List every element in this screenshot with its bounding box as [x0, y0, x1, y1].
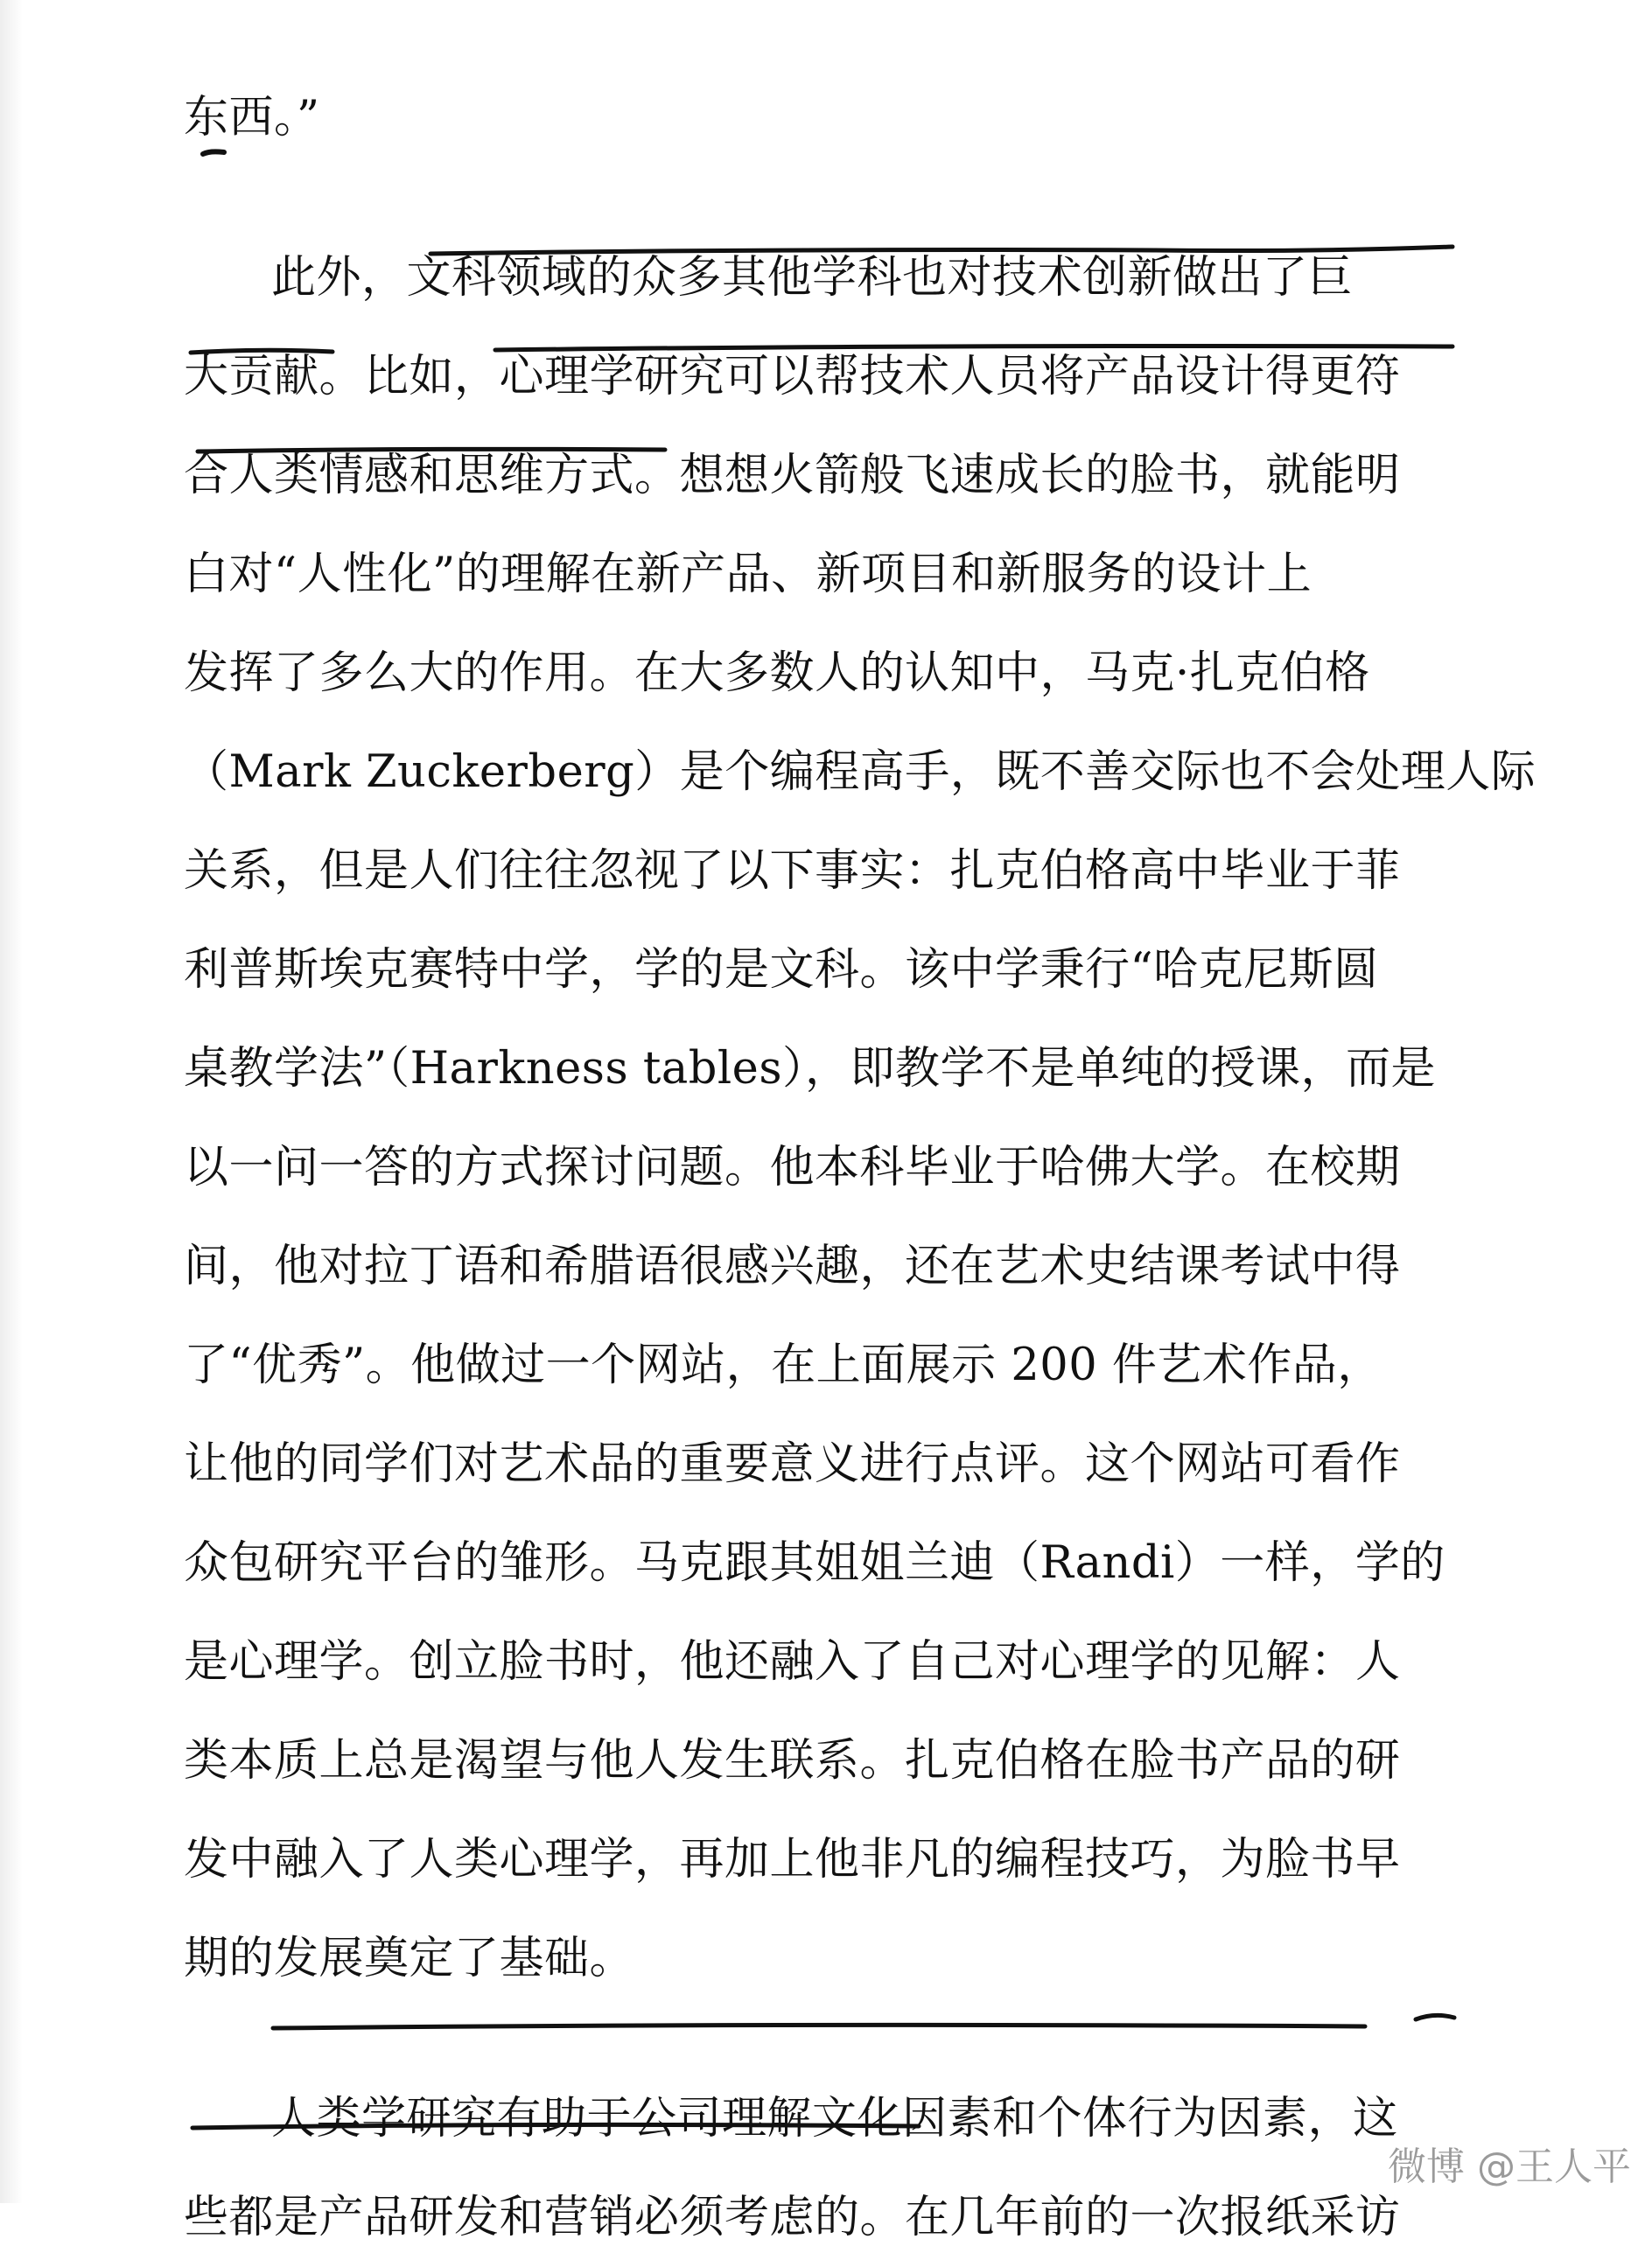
text-line-7: （Mark Zuckerberg）是个编程高手，既不善交际也不会处理人际	[184, 746, 1536, 798]
text-line-3: 大贡献。比如，心理学研究可以帮技术人员将产品设计得更符	[184, 351, 1401, 402]
text-line-1: 东西。”	[184, 92, 320, 143]
text-line-9: 利普斯埃克赛特中学，学的是文科。该中学秉行“哈克尼斯圆	[184, 944, 1379, 996]
text-line-20: 人类学研究有助于公司理解文化因素和个体行为因素，这	[271, 2093, 1398, 2145]
text-line-11: 以一问一答的方式探讨问题。他本科毕业于哈佛大学。在校期	[184, 1142, 1401, 1193]
text-line-19: 期的发展奠定了基础。	[184, 1933, 635, 1984]
text-line-13: 了“优秀”。他做过一个网站，在上面展示 200 件艺术作品，	[184, 1340, 1382, 1391]
text-line-5: 白对“人性化”的理解在新产品、新项目和新服务的设计上	[184, 549, 1312, 600]
paragraph-gap	[184, 2008, 1470, 2069]
paragraph-gap	[184, 167, 1470, 228]
text-line-16: 是心理学。创立脸书时，他还融入了自己对心理学的见解：人	[184, 1636, 1401, 1688]
text-line-12: 间，他对拉丁语和希腊语很感兴趣，还在艺术史结课考试中得	[184, 1241, 1401, 1292]
text-line-21: 些都是产品研发和营销必须考虑的。在几年前的一次报纸采访	[184, 2192, 1401, 2243]
weibo-watermark: 微博 @王人平	[1388, 2145, 1631, 2189]
scan-shadow-edge	[0, 0, 23, 2203]
text-line-4: 合人类情感和思维方式。想想火箭般飞速成长的脸书，就能明	[184, 450, 1401, 501]
text-line-2: 此外，文科领域的众多其他学科也对技术创新做出了巨	[271, 252, 1354, 304]
text-line-6: 发挥了多么大的作用。在大多数人的认知中，马克·扎克伯格	[184, 647, 1370, 699]
text-line-14: 让他的同学们对艺术品的重要意义进行点评。这个网站可看作	[184, 1438, 1401, 1490]
text-line-18: 发中融入了人类心理学，再加上他非凡的编程技巧，为脸书早	[184, 1834, 1401, 1886]
text-line-10: 桌教学法”（Harkness tables），即教学不是单纯的授课，而是	[184, 1043, 1437, 1095]
text-line-15: 众包研究平台的雏形。马克跟其姐姐兰迪（Randi）一样，学的	[184, 1537, 1446, 1589]
text-line-17: 类本质上总是渴望与他人发生联系。扎克伯格在脸书产品的研	[184, 1735, 1401, 1787]
text-line-8: 关系，但是人们往往忽视了以下事实：扎克伯格高中毕业于菲	[184, 845, 1401, 897]
